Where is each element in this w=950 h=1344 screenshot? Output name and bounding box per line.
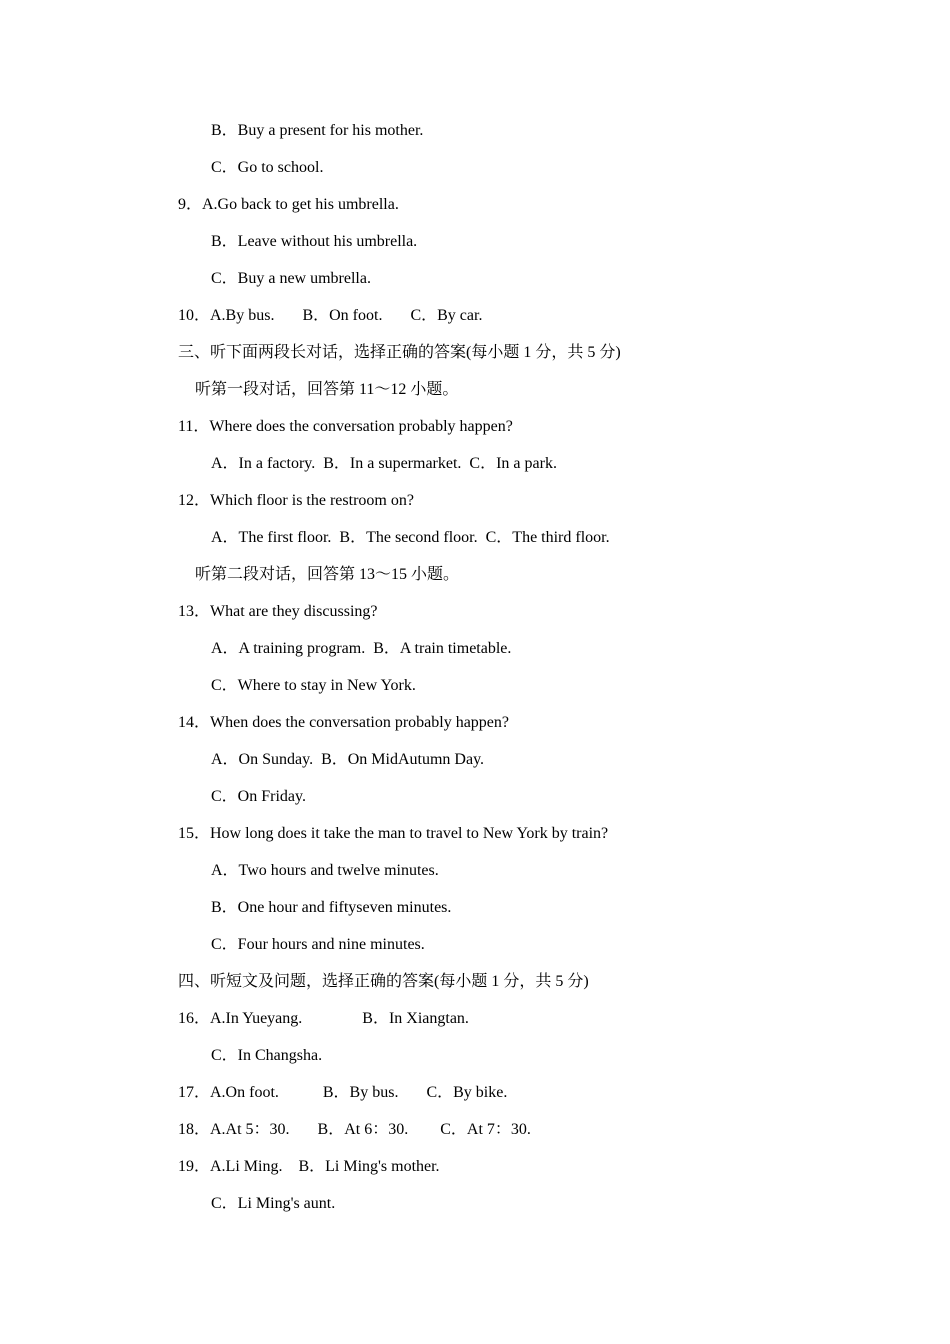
option-14c: C．On Friday. [211, 788, 306, 805]
question-12: 12．Which floor is the restroom on? [178, 492, 414, 509]
question-13: 13．What are they discussing? [178, 603, 378, 620]
question-18: 18．A.At 5：30. B．At 6：30. C．At 7：30. [178, 1121, 531, 1138]
dialogue-2-instruction: 听第二段对话，回答第 13～15 小题。 [195, 566, 460, 583]
question-17: 17．A.On foot. B．By bus. C．By bike. [178, 1084, 508, 1101]
option-8c: C．Go to school. [211, 159, 324, 176]
option-19c: C．Li Ming's aunt. [211, 1195, 336, 1212]
option-15b: B．One hour and fiftyseven minutes. [211, 899, 452, 916]
question-11: 11．Where does the conversation probably happen? [178, 418, 513, 435]
options-13ab: A．A training program. B．A train timetable. [211, 640, 512, 657]
question-9: 9．A.Go back to get his umbrella. [178, 196, 399, 213]
question-10: 10．A.By bus. B．On foot. C．By car. [178, 307, 483, 324]
option-15c: C．Four hours and nine minutes. [211, 936, 425, 953]
option-16c: C．In Changsha. [211, 1047, 323, 1064]
question-15: 15．How long does it take the man to travel to New York by train? [178, 825, 609, 842]
question-19: 19．A.Li Ming. B．Li Ming's mother. [178, 1158, 440, 1175]
option-8b: B．Buy a present for his mother. [211, 122, 424, 139]
option-15a: A．Two hours and twelve minutes. [211, 862, 439, 879]
question-14: 14．When does the conversation probably happen? [178, 714, 510, 731]
dialogue-1-instruction: 听第一段对话，回答第 11～12 小题。 [195, 381, 459, 398]
options-14ab: A．On Sunday. B．On MidAutumn Day. [211, 751, 485, 768]
question-16: 16．A.In Yueyang. B．In Xiangtan. [178, 1010, 469, 1027]
option-13c: C．Where to stay in New York. [211, 677, 416, 694]
section-3-heading: 三、听下面两段长对话，选择正确的答案(每小题 1 分，共 5 分) [178, 344, 621, 361]
section-4-heading: 四、听短文及问题，选择正确的答案(每小题 1 分，共 5 分) [178, 973, 589, 990]
option-9c: C．Buy a new umbrella. [211, 270, 371, 287]
option-9b: B．Leave without his umbrella. [211, 233, 418, 250]
options-12: A．The first floor. B．The second floor. C．The third floor. [211, 529, 610, 546]
options-11: A．In a factory. B．In a supermarket. C．In a park. [211, 455, 557, 472]
